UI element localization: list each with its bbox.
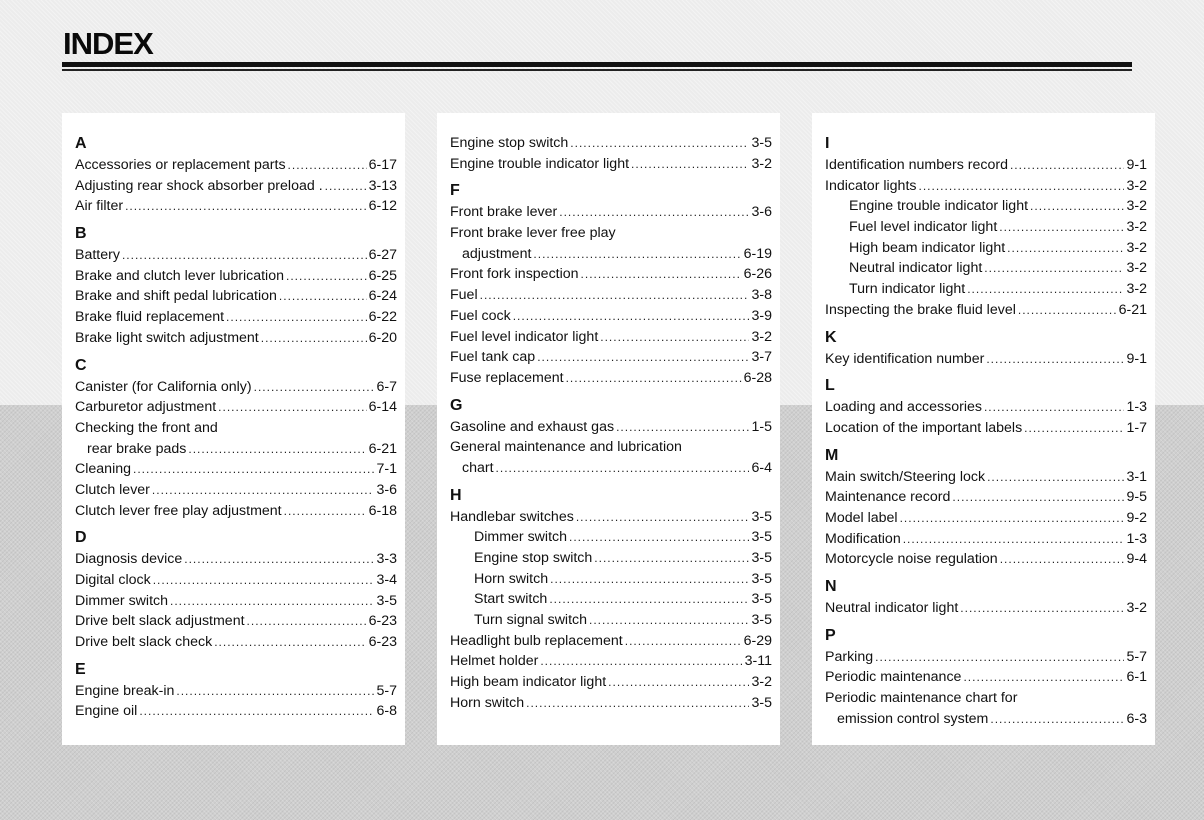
index-subentry [450,569,772,590]
dot-leader [1007,238,1124,259]
entry-text: chart [462,459,494,476]
entry-page-number: 6-17 [368,157,397,173]
index-entry [75,245,397,266]
entry-text: Brake and shift pedal lubrication [75,288,277,305]
entry-text: General maintenance and lubrication [450,439,682,456]
entry-page-number: 6-12 [368,198,397,215]
entry-page-number: 6-24 [368,288,397,305]
entry-text: High beam indicator light [849,239,1006,256]
entry-text: Horn switch [450,694,525,711]
index-subentry [450,589,772,610]
index-entry [450,306,772,327]
section-letter: K [825,328,837,346]
entry-text: Maintenance record [825,489,951,506]
index-entry [825,529,1147,550]
index-entry [450,202,772,223]
dot-leader [176,681,374,702]
index-entry [825,647,1147,668]
section-letter: E [75,660,86,678]
entry-page-number: 3-3 [376,551,397,568]
index-subentry [825,279,1147,300]
dot-leader [537,347,749,368]
entry-text: Periodic maintenance [825,669,962,686]
entry-text: Engine trouble indicator light [450,155,630,172]
index-entry [75,418,397,439]
entry-page-number: 9-5 [1126,489,1147,506]
entry-page-number: 3-2 [1126,281,1147,298]
entry-text: Engine stop switch [474,550,593,566]
entry-page-number: 6-18 [368,502,397,519]
dot-leader [594,548,749,569]
entry-text: Gasoline and exhaust gas [450,418,615,435]
entry-text: Helmet holder [450,653,539,670]
entry-text: Canister (for California only) [75,378,252,395]
dot-leader [226,307,367,328]
dot-leader [218,397,366,418]
dot-leader [616,417,749,438]
entry-page-number: 6-21 [1118,301,1147,318]
entry-page-number: 7-1 [376,461,397,478]
index-entry [450,631,772,652]
entry-page-number: 6-25 [368,267,397,284]
entry-page-number: 3-2 [1126,239,1147,256]
entry-page-number: 1-3 [1126,399,1147,416]
index-entry [75,459,397,480]
entry-page-number: 3-2 [1126,600,1147,616]
index-entry [825,176,1147,197]
dot-leader [576,507,750,528]
entry-page-number: 6-22 [368,309,397,326]
index-entry [450,693,772,714]
dot-leader [1000,549,1125,570]
section-letter: F [450,182,460,200]
index-entry [825,155,1147,176]
index-entry [75,196,397,217]
dot-leader [963,667,1124,688]
entry-page-number: 3-2 [1126,198,1147,215]
index-entry [75,266,397,287]
entry-page-number: 3-2 [751,155,772,172]
index-entry [450,507,772,528]
entry-page-number: 3-2 [1126,219,1147,236]
section-letter: G [450,396,463,414]
dot-leader [261,328,367,349]
entry-text: Fuel level indicator light [849,219,998,236]
entry-page-number: 6-23 [368,613,397,630]
dot-leader [1024,418,1124,439]
dot-leader [254,377,375,398]
dot-leader [903,529,1125,550]
entry-text: Accessories or replacement parts [75,157,286,173]
dot-leader [496,458,750,479]
index-entry [450,437,772,458]
section-letter: N [825,578,837,595]
entry-page-number: 3-5 [751,591,772,608]
entry-text: High beam indicator light [450,674,607,691]
entry-text: Loading and accessories [825,399,982,416]
entry-page-number: 5-7 [376,682,397,699]
entry-page-number: 3-6 [376,481,397,498]
entry-text: Air filter [75,198,124,215]
index-entry [825,598,1147,619]
dot-leader [247,611,367,632]
entry-text: Engine trouble indicator light [849,198,1029,215]
entry-text: Fuel [450,287,478,304]
index-column-3 [812,113,1155,745]
index-entry [75,307,397,328]
entry-text: Diagnosis device [75,551,183,568]
entry-text: Modification [825,530,901,547]
entry-text: Drive belt slack adjustment [75,613,245,630]
title-rule-thick [62,62,1132,67]
index-entry [75,681,397,702]
index-entry [450,285,772,306]
index-entry [75,570,397,591]
entry-text: Periodic maintenance chart for [825,690,1018,707]
index-entry [450,651,772,672]
section-letter: C [75,356,87,374]
entry-page-number: 6-14 [368,399,397,416]
entry-page-number: 3-2 [1126,260,1147,277]
entry-page-number: 3-2 [1126,177,1147,194]
dot-leader [952,487,1124,508]
entry-page-number: 3-1 [1126,468,1147,485]
entry-text: Front brake lever [450,204,558,221]
dot-leader [569,527,749,548]
dot-leader [170,591,374,612]
index-entry [75,176,397,197]
index-entry [450,368,772,389]
index-subentry [825,258,1147,279]
entry-text: Dimmer switch [75,592,169,609]
index-entry [825,300,1147,321]
entry-page-number: 6-4 [751,459,772,476]
dot-leader [288,155,367,176]
dot-leader [533,244,741,265]
entry-text: Fuse replacement [450,369,564,386]
entry-text: Engine stop switch [450,135,569,151]
dot-leader [1010,155,1125,176]
entry-page-number: 6-23 [368,634,397,651]
section-letter: P [825,626,836,644]
entry-page-number: 6-29 [743,632,772,649]
dot-leader [184,549,374,570]
entry-page-number: 6-28 [743,369,772,386]
entry-page-number: 6-21 [368,440,397,457]
entry-text: Carburetor adjustment [75,399,217,416]
entry-text: Clutch lever free play adjustment [75,502,282,519]
entry-page-number: 1-7 [1126,419,1147,436]
index-entry [75,155,397,176]
entry-text: Engine oil [75,703,138,720]
index-entry [75,328,397,349]
index-entry [75,286,397,307]
entry-text: Neutral indicator light [825,600,959,616]
index-entry [825,418,1147,439]
index-entry [75,611,397,632]
entry-page-number: 3-13 [368,177,397,194]
dot-leader [990,709,1124,730]
entry-text: Clutch lever [75,481,150,498]
entry-text: Start switch [474,591,548,608]
dot-leader [325,176,367,197]
entry-text: Front fork inspection [450,266,579,283]
entry-text: adjustment [462,245,532,262]
dot-leader [214,632,366,653]
dot-leader [550,569,749,590]
index-entry [450,154,772,175]
index-subentry [450,548,772,569]
section-letter: B [75,225,87,243]
entry-text: Front brake lever free play [450,225,616,242]
dot-leader [875,647,1124,668]
index-subentry [825,238,1147,259]
entry-text: Handlebar switches [450,508,574,525]
dot-leader [600,327,749,348]
entry-page-number: 1-3 [1126,530,1147,547]
dot-leader [984,258,1124,279]
dot-leader [559,202,749,223]
entry-page-number: 9-4 [1126,551,1147,568]
dot-leader [188,439,366,460]
entry-page-number: 3-11 [744,653,772,670]
section-letter: I [825,135,830,152]
dot-leader [139,701,374,722]
title-rule-thin [62,69,1132,71]
dot-leader [133,459,374,480]
dot-leader [570,133,749,154]
entry-text: Location of the important labels [825,419,1023,436]
index-entry [450,264,772,285]
entry-page-number: 9-1 [1126,157,1147,173]
index-entry [825,467,1147,488]
entry-page-number: 9-2 [1126,509,1147,526]
entry-text: Main switch/Steering lock [825,468,986,485]
index-entry [450,672,772,693]
index-entry [825,349,1147,370]
page-title: INDEX [63,26,153,61]
dot-leader [918,176,1124,197]
entry-page-number: 3-2 [751,328,772,345]
index-entry [75,397,397,418]
dot-leader [999,217,1124,238]
index-column-2 [437,113,780,745]
entry-text: Fuel cock [450,307,511,324]
dot-leader [589,610,749,631]
index-entry [825,487,1147,508]
entry-text: Turn signal switch [474,612,588,629]
dot-leader [513,306,750,327]
entry-page-number: 1-5 [751,418,772,435]
section-letter: A [75,135,87,152]
entry-text: Model label [825,509,898,526]
entry-page-number: 3-5 [751,508,772,525]
entry-text: Key identification number [825,350,985,367]
entry-text: Headlight bulb replacement [450,632,623,649]
entry-text: Digital clock [75,572,151,588]
index-entry [825,688,1147,709]
index-entry [825,508,1147,529]
entry-text: Cleaning [75,461,132,478]
dot-leader [987,467,1124,488]
index-entry [450,327,772,348]
entry-page-number: 6-26 [743,266,772,283]
index-entry [75,439,397,460]
entry-page-number: 3-5 [751,570,772,587]
section-letter: M [825,446,839,464]
entry-text: Identification numbers record [825,157,1008,173]
entry-page-number: 3-5 [751,135,772,151]
entry-text: Engine break-in [75,682,175,699]
section-letter: H [450,486,462,504]
entry-text: Dimmer switch [474,529,568,546]
index-entry [75,591,397,612]
dot-leader [540,651,742,672]
index-entry [450,133,772,154]
entry-page-number: 3-6 [751,204,772,221]
entry-page-number: 5-7 [1126,648,1147,665]
dot-leader [900,508,1125,529]
entry-page-number: 6-1 [1126,669,1147,686]
dot-leader [608,672,749,693]
index-entry [75,377,397,398]
dot-leader [566,368,742,389]
index-entry [75,480,397,501]
entry-page-number: 6-19 [743,245,772,262]
entry-page-number: 3-7 [751,349,772,366]
entry-text: Checking the front and [75,419,218,436]
entry-page-number: 3-5 [751,529,772,546]
dot-leader [279,286,367,307]
entry-page-number: 3-5 [376,592,397,609]
entry-text: Inspecting the brake fluid level [825,301,1016,318]
entry-text: Brake and clutch lever lubrication [75,267,284,284]
dot-leader [526,693,749,714]
entry-text: rear brake pads [87,440,187,457]
dot-leader [480,285,750,306]
index-entry [450,244,772,265]
index-entry [75,501,397,522]
entry-page-number: 3-8 [751,287,772,304]
entry-page-number: 3-2 [751,674,772,691]
entry-page-number: 6-27 [368,247,397,264]
dot-leader [153,570,375,591]
entry-text: Fuel tank cap [450,349,536,366]
index-entry [75,632,397,653]
entry-text: Fuel level indicator light [450,328,599,345]
dot-leader [960,598,1124,619]
entry-text: Indicator lights [825,177,917,194]
entry-text: Brake light switch adjustment [75,329,259,346]
index-entry [825,709,1147,730]
index-entry [450,458,772,479]
dot-leader [286,266,367,287]
section-letter: D [75,529,87,547]
index-entry [450,347,772,368]
entry-text: Drive belt slack check [75,634,213,651]
entry-text: Parking [825,648,874,665]
entry-page-number: 3-5 [751,694,772,711]
index-entry [450,223,772,244]
dot-leader [125,196,367,217]
entry-text: Brake fluid replacement [75,309,225,326]
entry-page-number: 9-1 [1126,350,1147,367]
dot-leader [152,480,375,501]
dot-leader [581,264,742,285]
entry-text: Adjusting rear shock absorber preload . [75,177,323,194]
entry-text: Battery [75,247,120,264]
entry-page-number: 6-3 [1126,710,1147,727]
entry-page-number: 3-4 [376,572,397,588]
index-subentry [825,217,1147,238]
entry-text: Horn switch [474,570,549,587]
entry-page-number: 3-5 [751,550,772,566]
entry-page-number: 6-7 [376,378,397,395]
entry-page-number: 6-8 [376,703,397,720]
dot-leader [122,245,367,266]
index-entry [825,549,1147,570]
dot-leader [549,589,749,610]
index-subentry [450,527,772,548]
index-entry [825,397,1147,418]
index-entry [825,667,1147,688]
dot-leader [1018,300,1117,321]
dot-leader [984,397,1125,418]
entry-page-number: 6-20 [368,329,397,346]
section-letter: L [825,377,835,395]
index-subentry [825,196,1147,217]
entry-page-number: 3-5 [751,612,772,629]
entry-text: Motorcycle noise regulation [825,551,998,568]
dot-leader [1030,196,1124,217]
entry-text: Neutral indicator light [849,260,983,277]
dot-leader [625,631,742,652]
index-entry [450,417,772,438]
entry-text: Turn indicator light [849,281,966,298]
dot-leader [986,349,1124,370]
index-column-1 [62,113,405,745]
index-entry [75,701,397,722]
index-entry [75,549,397,570]
entry-page-number: 3-9 [751,307,772,324]
entry-text: emission control system [837,710,989,727]
dot-leader [967,279,1124,300]
dot-leader [284,501,367,522]
index-subentry [450,610,772,631]
dot-leader [631,154,749,175]
